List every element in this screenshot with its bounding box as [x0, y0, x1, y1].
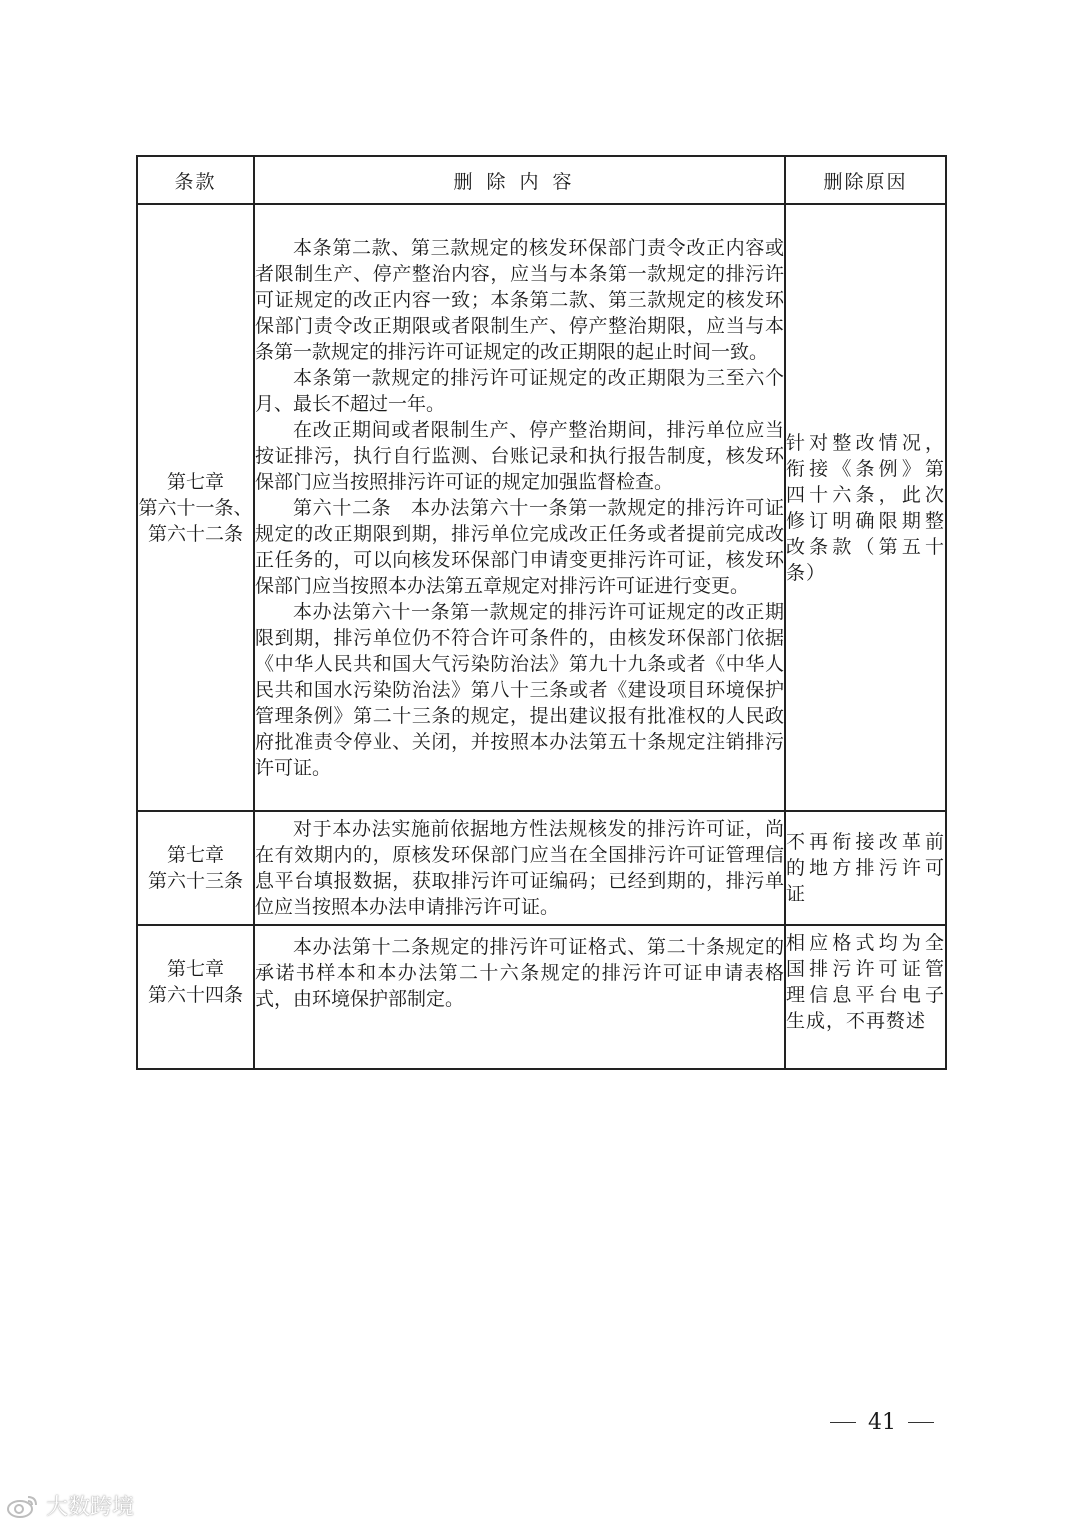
header-content [254, 156, 785, 204]
page-number-value: 41 [868, 1410, 896, 1435]
content-cell [254, 925, 785, 1069]
header-clause: 条款 [137, 156, 254, 204]
table-header-row [137, 156, 946, 204]
clause-cell [137, 204, 254, 811]
content-paragraph: 对于本办法实施前依据地方性法规核发的排污许可证，尚在有效期内的，原核发环保部门应当在全国排污许可证管理信息平台填报数据，获取排污许可证编码；已经到期的，排污单位应当按照本办法申请排污许可证。 [255, 818, 784, 918]
clause-line: 第六十三条 [147, 870, 243, 892]
table-row [137, 204, 946, 811]
weibo-logo-icon [6, 1493, 40, 1519]
clause-line: 第七章 [166, 844, 224, 866]
content-cell [254, 811, 785, 925]
clause-cell [137, 925, 254, 1069]
reason-cell: 相应格式均为全国排污许可证管理信息平台电子生成，不再赘述 [785, 925, 946, 1069]
clause-line: 第六十二条 [147, 522, 243, 545]
header-content-label: 删除内容 [453, 170, 586, 193]
clause-line: 第七章 [166, 958, 224, 980]
table-row [137, 811, 946, 925]
clause-line: 第七章 [166, 470, 224, 493]
content-paragraph: 在改正期间或者限制生产、停产整治期间，排污单位应当按证排污，执行自行监测、台账记录和执行报告制度，核发环保部门应当按照排污许可证的规定加强监督检查。 [255, 418, 784, 493]
content-cell [254, 204, 785, 811]
table-row [137, 925, 946, 1069]
clause-line: 第六十一条、 [138, 496, 253, 519]
watermark [6, 1490, 134, 1521]
reason-cell: 不再衔接改革前的地方排污许可证 [785, 811, 946, 925]
clause-cell [137, 811, 254, 925]
content-paragraph: 本办法第六十一条第一款规定的排污许可证规定的改正期限到期，排污单位仍不符合许可条件的，由核发环保部门依据《中华人民共和国大气污染防治法》第九十九条或者《中华人民共和国水污染防治法》第八十三条或者《建设项目环境保护管理条例》第二十三条的规定，提出建议报有批准权的人民政府批准责令停业、关闭，并按照本办法第五十条规定注销排污许可证。 [255, 600, 784, 779]
content-paragraph: 本办法第十二条规定的排污许可证格式、第二十条规定的承诺书样本和本办法第二十六条规定的排污许可证申请表格式，由环境保护部制定。 [255, 936, 784, 1010]
page-number-dash-right [908, 1422, 934, 1423]
reason-cell: 针对整改情况，衔接《条例》第四十六条，此次修订明确限期整改条款（第五十条） [785, 204, 946, 811]
content-paragraph: 第六十二条 本办法第六十一条第一款规定的排污许可证规定的改正期限到期，排污单位完成改正任务或者提前完成改正任务的，可以向核发环保部门申请变更排污许可证，核发环保部门应当按照本办法第五章规定对排污许可证进行变更。 [255, 496, 784, 597]
content-paragraph: 本条第一款规定的排污许可证规定的改正期限为三至六个月、最长不超过一年。 [255, 366, 784, 415]
header-reason: 删除原因 [785, 156, 946, 204]
page-number [830, 1410, 934, 1435]
page-number-dash-left [830, 1422, 856, 1423]
clause-line: 第六十四条 [147, 984, 243, 1006]
watermark-text: 大数跨境 [46, 1495, 135, 1520]
content-paragraph: 本条第二款、第三款规定的核发环保部门责令改正内容或者限制生产、停产整治内容，应当与本条第一款规定的排污许可证规定的改正内容一致；本条第二款、第三款规定的核发环保部门责令改正期限或者限制生产、停产整治期限，应当与本条第一款规定的排污许可证规定的改正期限的起止时间一致。 [255, 236, 784, 363]
deletion-table [136, 155, 947, 1070]
